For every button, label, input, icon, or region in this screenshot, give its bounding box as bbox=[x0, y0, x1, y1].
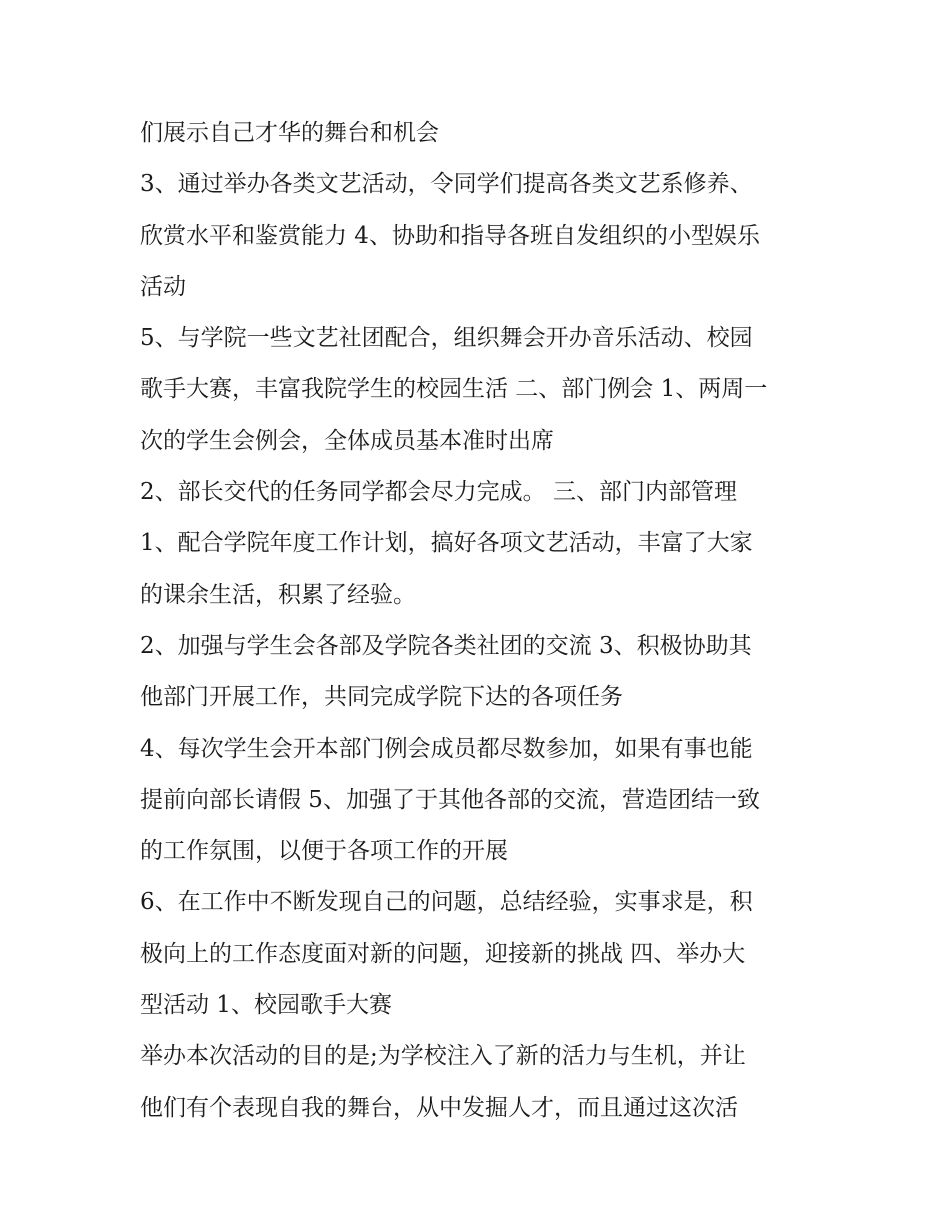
text-line: 欣赏水平和鉴赏能力 4、协助和指导各班自发组织的小型娱乐 bbox=[140, 222, 760, 249]
text-line: 活动 bbox=[140, 273, 186, 300]
text-line: 3、通过举办各类文艺活动，令同学们提高各类文艺系修养、 bbox=[140, 171, 753, 198]
text-line: 2、部长交代的任务同学都会尽力完成。 三、部门内部管理 bbox=[140, 479, 737, 506]
text-line: 提前向部长请假 5、加强了于其他各部的交流，营造团结一致 bbox=[140, 786, 760, 813]
text-line: 4、每次学生会开本部门例会成员都尽数参加，如果有事也能 bbox=[140, 735, 753, 762]
text-line: 他们有个表现自我的舞台，从中发掘人才，而且通过这次活 bbox=[140, 1094, 738, 1121]
text-line: 极向上的工作态度面对新的问题，迎接新的挑战 四、举办大 bbox=[140, 940, 746, 967]
text-line: 们展示自己才华的舞台和机会 bbox=[140, 120, 439, 146]
text-line: 6、在工作中不断发现自己的问题，总结经验，实事求是，积 bbox=[140, 889, 753, 916]
text-line: 1、配合学院年度工作计划，搞好各项文艺活动，丰富了大家 bbox=[140, 530, 753, 557]
text-line: 型活动 1、校园歌手大赛 bbox=[140, 992, 392, 1019]
text-line: 歌手大赛，丰富我院学生的校园生活 二、部门例会 1、两周一 bbox=[140, 376, 768, 403]
text-line: 举办本次活动的目的是;为学校注入了新的活力与生机，并让 bbox=[140, 1043, 746, 1070]
text-line: 的课余生活，积累了经验。 bbox=[140, 581, 416, 608]
text-line: 的工作氛围，以便于各项工作的开展 bbox=[140, 838, 508, 865]
text-line: 2、加强与学生会各部及学院各类社团的交流 3、积极协助其 bbox=[140, 632, 752, 659]
text-line: 次的学生会例会，全体成员基本准时出席 bbox=[140, 427, 554, 454]
text-line: 他部门开展工作，共同完成学院下达的各项任务 bbox=[140, 684, 623, 711]
document-body bbox=[140, 108, 820, 1134]
text-line: 5、与学院一些文艺社团配合，组织舞会开办音乐活动、校园 bbox=[140, 325, 753, 352]
